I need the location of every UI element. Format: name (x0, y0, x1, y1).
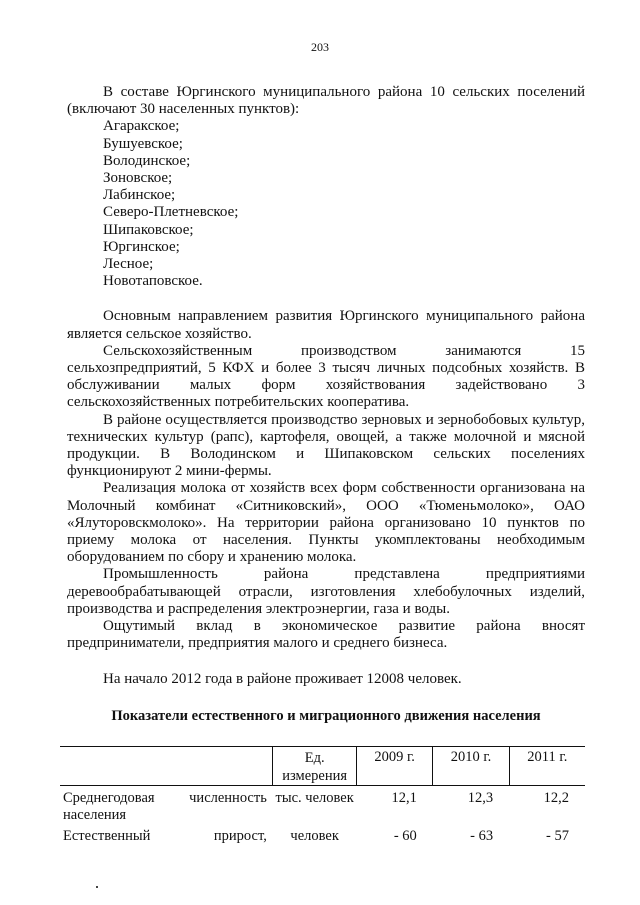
unit-cell: человек (290, 828, 339, 844)
settlement-item: Северо-Плетневское; (103, 204, 239, 221)
page-number: 203 (311, 40, 329, 54)
header-unit: Ед. измерения (273, 747, 357, 786)
settlement-list (103, 118, 585, 290)
population-table (60, 746, 585, 845)
intro-paragraph: В составе Юргинского муниципального района 10 сельских поселений (включают 30 населенных пунктов): (67, 84, 585, 118)
header-2011: 2011 г. (509, 747, 585, 786)
indicator-cell (60, 786, 273, 825)
table-row (60, 786, 585, 825)
indicator-word: Естественный (63, 828, 151, 844)
paragraph-enterprises: Сельскохозяйственным производством занимаются 15 сельхозпредприятий, 5 КФХ и более 3 тысяч личных подсобных хозяйств. В обслуживании малых форм хозяйствования задействовано 3 сельскохозяйственных потребительских кооператива. (67, 342, 585, 411)
header-2010: 2010 г. (433, 747, 509, 786)
paragraph-milk: Реализация молока от хозяйств всех форм собственности организована на Молочный комбинат «Ситниковский», ООО «Тюменьмолоко», ОАО «Ялуторовскмолоко». На территории района организовано 10 пунктов по приему молока от населения. Пункты укомплектованы необходимым оборудованием по сбору и хранению молока. (67, 480, 585, 566)
settlement-item: Шипаковское; (103, 221, 194, 238)
settlement-item: Лесное; (103, 256, 154, 273)
indicator-word: Среднегодовая (63, 790, 155, 806)
value-2009: - 60 (393, 828, 417, 844)
value-2011: 12,2 (543, 790, 569, 806)
scan-speck (96, 886, 98, 888)
value-2010: - 63 (470, 828, 494, 844)
settlement-item: Володинское; (103, 152, 191, 169)
unit-cell: тыс. человек (275, 790, 354, 806)
population-note: На начало 2012 года в районе проживает 12008 человек. (103, 670, 462, 687)
value-2011: - 57 (546, 828, 569, 844)
table-header-row (60, 747, 585, 786)
settlement-item: Бушуевское; (103, 135, 183, 152)
value-2009: 12,1 (391, 790, 417, 806)
indicator-word: населения (63, 807, 127, 823)
table-heading: Показатели естественного и миграционного движения населения (111, 707, 541, 724)
header-2009: 2009 г. (356, 747, 432, 786)
document-body (67, 84, 585, 725)
settlement-item: Новотаповское. (103, 273, 203, 290)
paragraph-business: Ощутимый вклад в экономическое развитие района вносят предприниматели, предприятия малого и среднего бизнеса. (67, 618, 585, 652)
value-2010: 12,3 (467, 790, 494, 806)
indicator-word: численность (189, 790, 267, 806)
paragraph-industry: Промышленность района представлена предприятиями деревообрабатывающей отрасли, изготовления хлебобулочных изделий, производства и распределения электроэнергии, газа и воды. (67, 566, 585, 617)
settlement-item: Зоновское; (103, 170, 173, 187)
table-row (60, 824, 585, 845)
paragraph-agriculture: Основным направлением развития Юргинского муниципального района является сельское хозяйство. (67, 308, 585, 342)
header-indicator (60, 747, 273, 786)
settlement-item: Лабинское; (103, 187, 176, 204)
paragraph-production: В районе осуществляется производство зерновых и зернобобовых культур, технических культур (рапс), картофеля, овощей, а также молочной и мясной продукции. В Володинском и Шипаковском сельских поселениях функционируют 2 мини-фермы. (67, 411, 585, 480)
indicator-word: прирост, (213, 828, 267, 844)
settlement-item: Юргинское; (103, 238, 180, 255)
settlement-item: Агаракское; (103, 118, 180, 135)
indicator-cell (60, 824, 273, 845)
